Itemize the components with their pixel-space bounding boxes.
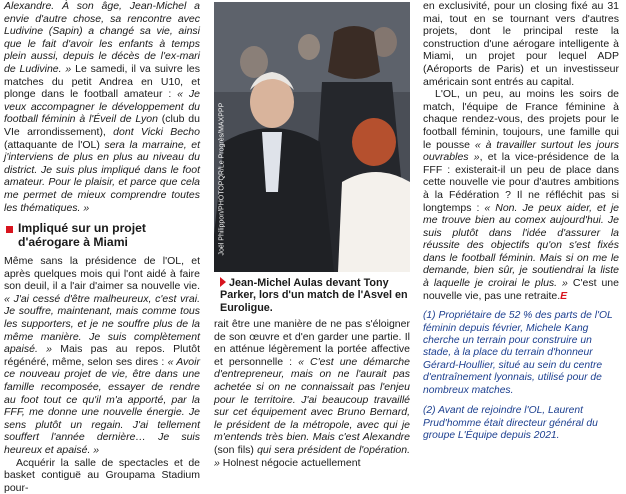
footnote-1: (1) Propriétaire de 52 % des parts de l'OL féminin depuis février, Michele Kang cherche un terrain pour construire un stade, à la place du terrain d'honneur Gérard-Houllier, situé au sein du centre d'entraînement lyonnais, utilisé pour de nombreux matches. bbox=[423, 310, 613, 396]
paragraph: Même sans la présidence de l'OL, et après quelques mois qui l'ont aidé à faire son deuil, il a l'air d'aimer sa nouvelle vie. « J'ai cessé d'être malheureux, c'est vrai. Je souffre, maintenant, mais comme tous les supporters, et je ne souffre plus de la même manière. Je suis complètement apaisé. » Mais pas au repos. Plutôt régénéré, même, selon ses dires : « Avoir ce nouveau projet de vie, être dans une famille recomposée, essayer de rendre au foot tout ce qu'il m'a apporté, par la FFF, me donne une nouvelle énergie. Je sens plutôt un regain. J'ai tellement souffert l'année dernière… Je suis heureux et apaisé. » bbox=[4, 255, 200, 456]
paragraph: Alexandre. À son âge, Jean-Michel a envie d'autre chose, sa rencontre avec Ludivine (Sapin) a changé sa vie, ainsi que le fait d'avoir les enfants à temps plein aussi, depuis le décès de l'ex-mari de Ludivine. » Le samedi, il va suivre les matches du petit Andrea en U10, et plonge dans le football amateur : « Je veux accompagner le développement du football féminin à l'Éveil de Lyon (club du VIe arrondissement), dont Vicki Becho (attaquante de l'OL) sera la marraine, et j'interviens de plus en plus au niveau du district. Je suis plus impliqué dans le foot amateur. Pour le plaisir, et parce que cela me permet de mieux comprendre toutes les thématiques. » bbox=[4, 0, 201, 214]
footnotes bbox=[423, 310, 619, 442]
paragraph: Acquérir la salle de spectacles et de basket contiguë au Groupama Stadium pour- bbox=[4, 456, 200, 494]
paragraph: en exclusivité, pour un closing fixé au 31 mai, tout en se tournant vers d'autres projets, dont le principal reste la construction d'une aérogare intelligente à Miami, un projet pour lequel ADP (Aéroports de Paris) et un investisseur américain sont entrés au capital. bbox=[423, 0, 619, 88]
photo-illustration bbox=[214, 2, 410, 272]
paragraph: rait être une manière de ne pas s'éloigner de son œuvre et d'en garder une partie. Il en atténue légèrement la portée affective et personnelle : « C'est une démarche d'entrepreneur, mais on ne l'aurait pas achetée si on ne connaissait pas l'enjeu pour le territoire. J'ai beaucoup travaillé sur cet équipement avec Bruno Bernard, le président de la métropole, avec qui je m'entends très bien. Mais c'est Alexandre (son fils) qui sera président de l'opération. » Holnest négocie actuellement bbox=[214, 318, 410, 469]
article-column-right bbox=[423, 0, 619, 442]
photo-credit: Joël Philippon/PHOTOPQR/Le Progrès/MAXPPP bbox=[218, 102, 226, 256]
end-of-article-mark: E bbox=[560, 289, 568, 302]
section-subheading: Impliqué sur un projet d'aérogare à Miami bbox=[4, 222, 200, 249]
article-column-middle bbox=[214, 318, 410, 469]
footnote-2: (2) Avant de rejoindre l'OL, Laurent Prud'homme était directeur général du groupe L'Équipe depuis 2021. bbox=[423, 405, 598, 441]
article-column-left bbox=[4, 0, 200, 494]
article-photo bbox=[214, 2, 410, 272]
photo-caption: Jean-Michel Aulas devant Tony Parker, lors d'un match de l'Asvel en Euroligue. bbox=[220, 277, 410, 314]
paragraph: L'OL, un peu, au moins les soirs de match, l'équipe de France féminine à chaque rendez-vous, des projets pour le football féminin, toujours, une famille qui le pousse « à travailler surtout les jours ouvrables », et la vice-présidence de la FFF : existerait-il un peu de place dans cette nouvelle vie pour d'autres ambitions à la Fédération ? Il ne réfléchit pas si longtemps : « Non. Je peux aider, et je me trouve bien au comex aujourd'hui. Je suis plutôt dans l'idée d'assurer la réussite des objectifs qu'on s'est fixés dans le football féminin. Mais si on me le demande, bien sûr, je soutiendrai la liste à laquelle je croirai le plus. » C'est une nouvelle vie, pas une retraite.E bbox=[423, 88, 619, 302]
